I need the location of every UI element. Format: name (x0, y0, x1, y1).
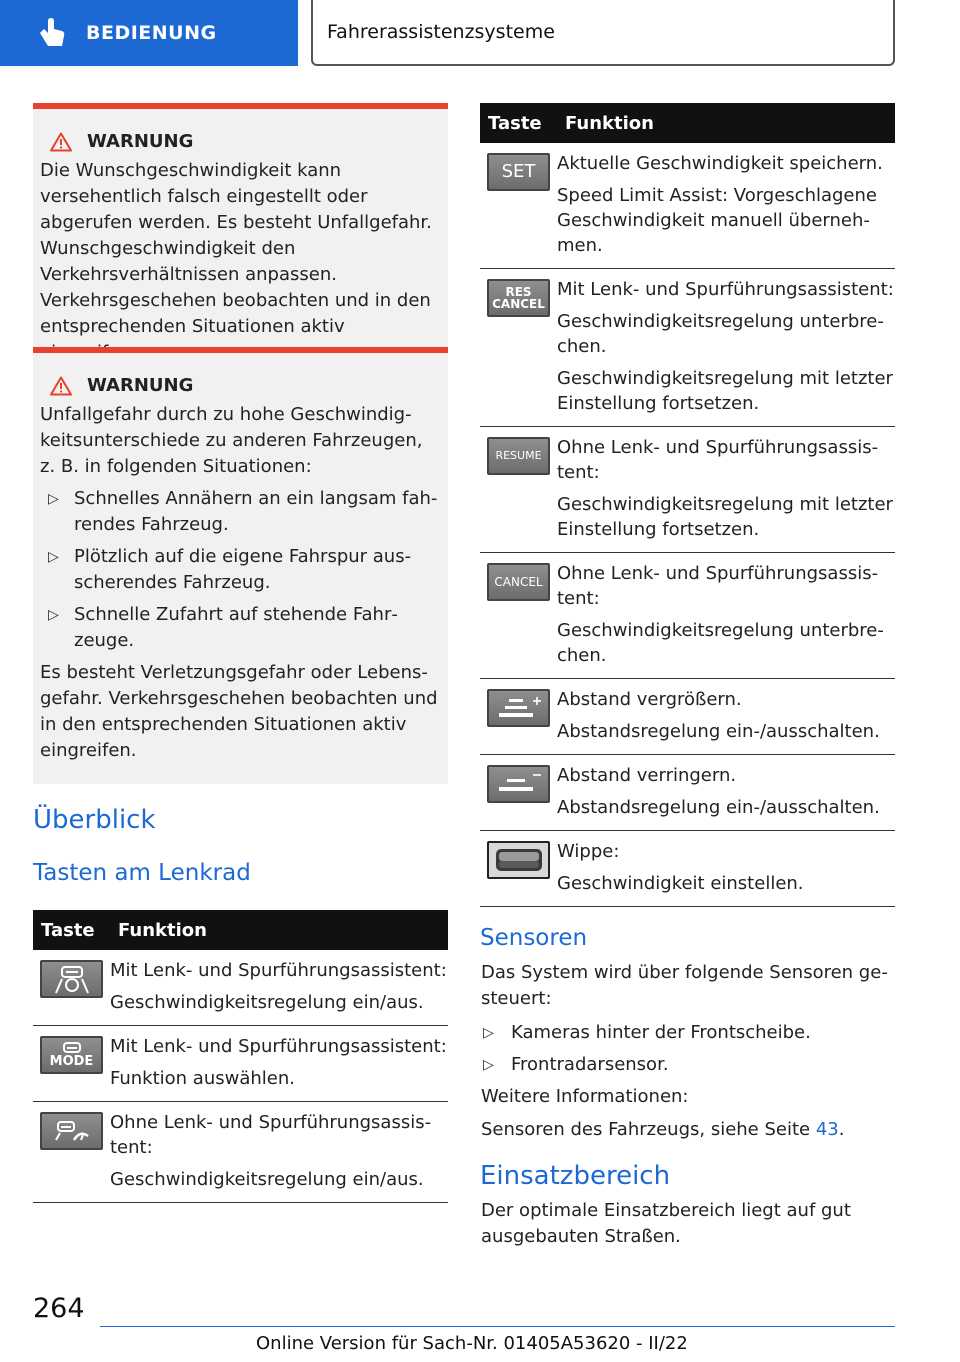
col-header-function: Funktion (557, 103, 895, 143)
table-row: Wippe: Geschwindigkeit einstellen. (480, 831, 895, 907)
warning-box-2 (33, 347, 448, 784)
usage-text: Der optimale Einsatzbereich liegt auf gut ausgebauten Straßen. (481, 1200, 851, 1247)
warning-title: WARNUNG (87, 375, 194, 396)
hand-pointer-icon (34, 16, 68, 50)
res-cancel-button-icon: RES CANCEL (487, 279, 550, 317)
sensors-list (481, 1020, 891, 1078)
heading-overview: Überblick (33, 805, 156, 835)
more-info-label: Weitere Informationen: (481, 1086, 689, 1107)
list-item: ▷ Plötzlich auf die eigene Fahrspur ausscherendes Fahrzeug. (48, 546, 412, 593)
distance-decrease-icon (487, 765, 550, 803)
section-label: BEDIENUNG (86, 22, 217, 44)
list-item: ▷ Kameras hinter der Frontscheibe. (481, 1020, 891, 1046)
warning-outro: Es besteht Verletzungsgefahr oder Lebensgefahr. Verkehrsgeschehen beobachten und in den entsprechenden Situationen aktiv eingreifen. (40, 662, 438, 761)
heading-sensors: Sensoren (480, 925, 588, 951)
sensors-section (481, 960, 891, 1143)
warning-box-1 (33, 103, 448, 386)
bullet-triangle-icon: ▷ (483, 1025, 494, 1041)
buttons-table-right (480, 103, 895, 907)
bullet-triangle-icon: ▷ (483, 1057, 494, 1073)
list-item: ▷ Frontradarsensor. (481, 1052, 891, 1078)
table-row: RESUME Ohne Lenk- und Spurführungsassistent: Geschwindigkeitsregelung mit letzter Einstellung fortsetzen. (480, 427, 895, 553)
distance-increase-icon (487, 689, 550, 727)
bullet-triangle-icon: ▷ (48, 549, 59, 565)
table-row: Mit Lenk- und Spurführungsassistent: Geschwindigkeitsregelung ein/aus. (33, 950, 448, 1026)
sensors-reference: Sensoren des Fahrzeugs, siehe Seite 43. (481, 1119, 845, 1140)
cancel-button-icon: CANCEL (487, 563, 550, 601)
bullet-triangle-icon: ▷ (48, 491, 59, 507)
heading-usage: Einsatzbereich (480, 1161, 671, 1191)
cruise-control-icon (40, 1112, 103, 1150)
table-row: CANCEL Ohne Lenk- und Spurführungsassistent: Geschwindigkeitsregelung unterbrechen. (480, 553, 895, 679)
set-button-icon: SET (487, 153, 550, 191)
resume-button-icon: RESUME (487, 437, 550, 475)
bullet-triangle-icon: ▷ (48, 607, 59, 623)
steering-assist-icon (40, 960, 103, 998)
chapter-tab (311, 0, 895, 66)
list-item: ▷ Schnelle Zufahrt auf stehende Fahrzeuge. (48, 604, 398, 651)
sensors-intro: Das System wird über folgende Sensoren gesteuert: (481, 962, 888, 1009)
col-header-key: Taste (33, 910, 110, 950)
mode-button-icon: MODE (40, 1036, 103, 1074)
col-header-function: Funktion (110, 910, 448, 950)
table-row: Abstand vergrößern. Abstandsregelung ein-/ausschalten. (480, 679, 895, 755)
table-row: MODE Mit Lenk- und Spurführungsassistent: Funktion auswählen. (33, 1026, 448, 1102)
warning-triangle-icon (50, 132, 72, 152)
warning-triangle-icon (50, 376, 72, 396)
warning-list (40, 486, 440, 654)
page-number: 264 (33, 1293, 85, 1324)
heading-steering-buttons: Tasten am Lenkrad (33, 860, 251, 886)
footer-divider (100, 1326, 895, 1327)
table-row: RES CANCEL Mit Lenk- und Spurführungsassistent: Geschwindigkeitsregelung unterbrechen. Geschwindigkeitsregelung mit letzter Einstellung fortsetzen. (480, 269, 895, 427)
table-row: Abstand verringern. Abstandsregelung ein-/ausschalten. (480, 755, 895, 831)
section-tab (0, 0, 298, 66)
buttons-table-left (33, 910, 448, 1203)
warning-title: WARNUNG (87, 131, 194, 152)
page-reference-link[interactable]: 43 (815, 1119, 839, 1140)
col-header-key: Taste (480, 103, 557, 143)
warning-intro: Unfallgefahr durch zu hohe Geschwindigkeitsunterschiede zu anderen Fahrzeugen, z. B. in folgenden Situationen: (40, 404, 423, 477)
warning-text: Die Wunschgeschwindigkeit kann versehentlich falsch eingestellt oder abgerufen werden. Es besteht Unfallgefahr. Wunschgeschwindigkeit den Verkehrsverhältnissen anpassen. Verkehrsgeschehen beobachten und in den entsprechenden Situationen aktiv (40, 160, 432, 337)
table-row: Ohne Lenk- und Spurführungsassistent: Geschwindigkeitsregelung ein/aus. (33, 1102, 448, 1203)
footer-text: Online Version für Sach-Nr. 01405A53620 - II/22 (256, 1333, 688, 1354)
list-item: ▷ Schnelles Annähern an ein langsam fahrendes Fahrzeug. (48, 488, 438, 535)
chapter-label: Fahrerassistenzsysteme (327, 21, 555, 43)
rocker-switch-icon (487, 841, 550, 879)
table-row: SET Aktuelle Geschwindigkeit speichern. Speed Limit Assist: Vorgeschlagene Geschwindigkeit manuell übernehmen. (480, 143, 895, 269)
